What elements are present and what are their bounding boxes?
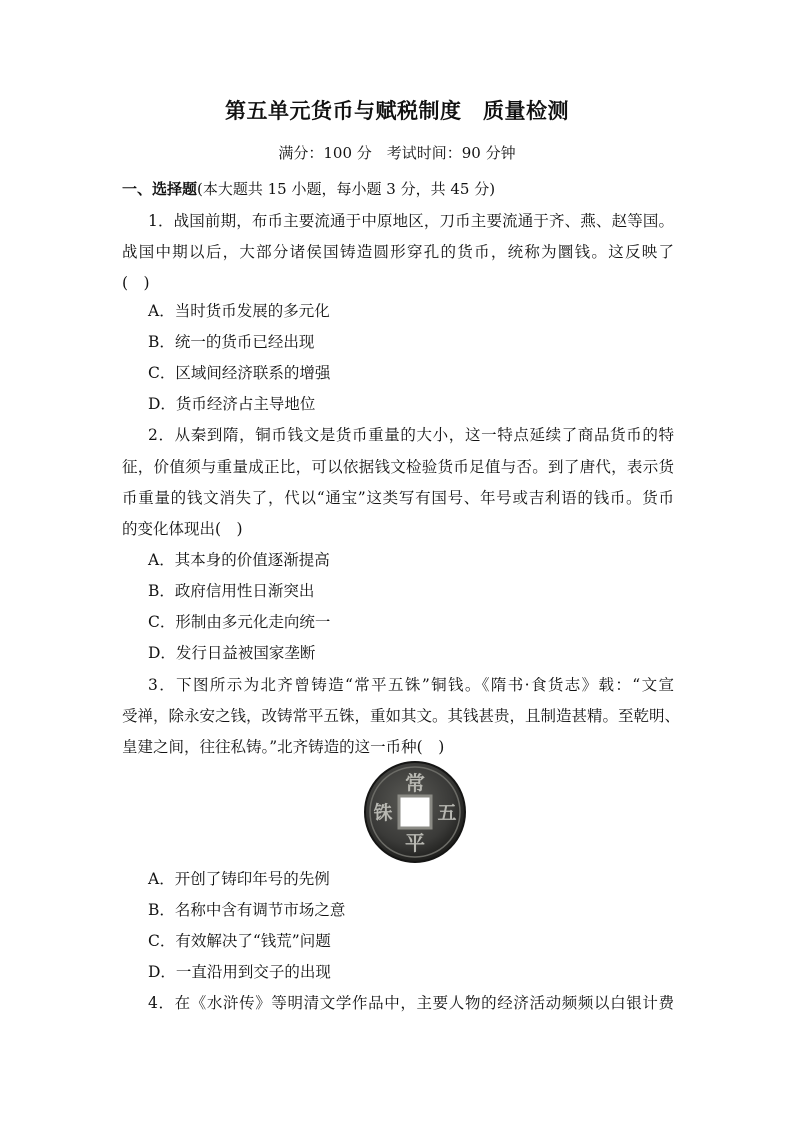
coin-glyph-top: 常 [405,771,425,795]
q3-stem-line: 皇建之间，往往私铸。”北齐铸造的这一币种( ) [122,738,445,756]
coin-glyph-right: 五 [437,802,457,824]
coin-square-hole [399,796,431,828]
q1-option-d: D．货币经济占主导地位 [148,395,316,413]
q1-answer-blank: ( ) [122,274,150,292]
q3-option-a: A．开创了铸印年号的先例 [148,870,330,888]
q3-stem-line: 3．下图所示为北齐曾铸造“常平五铢”铜钱。《隋书·食货志》载：“文宣 [148,676,674,694]
q2-option-b: B．政府信用性日渐突出 [148,582,315,600]
q2-stem-line: 2．从秦到隋，铜币钱文是货币重量的大小，这一特点延续了商品货币的特 [148,426,674,444]
q3-option-d: D．一直沿用到交子的出现 [148,963,331,981]
q2-stem-line: 的变化体现出( ) [122,520,243,538]
q3-option-b: B．名称中含有调节市场之意 [148,901,346,919]
q1-option-b: B．统一的货币已经出现 [148,333,315,351]
q3-option-c: C．有效解决了“钱荒”问题 [148,932,331,950]
q2-stem-line: 征，价值须与重量成正比，可以依据钱文检验货币足值与否。到了唐代，表示货 [122,458,674,476]
section-heading-prefix: 一、选择题 [122,180,198,198]
q2-stem-line: 币重量的钱文消失了，代以“通宝”这类写有国号、年号或吉利语的钱币。货币 [122,489,674,507]
q4-stem-line: 4．在《水浒传》等明清文学作品中，主要人物的经济活动频频以白银计费 [148,994,674,1012]
q1-option-a: A．当时货币发展的多元化 [148,302,330,320]
q2-option-a: A．其本身的价值逐渐提高 [148,551,330,569]
q1-stem-line: 战国中期以后，大部分诸侯国铸造圆形穿孔的货币，统称为圜钱。这反映了 [122,243,674,261]
section-heading [122,178,495,200]
q3-stem-line: 受禅，除永安之钱，改铸常平五铢，重如其文。其钱甚贵，且制造甚精。至乾明、 [122,707,681,725]
q2-option-d: D．发行日益被国家垄断 [148,644,316,662]
coin-svg [363,760,467,864]
coin-image [363,760,467,864]
section-heading-rest: (本大题共 15 小题，每小题 3 分，共 45 分) [197,180,496,198]
q1-option-c: C．区域间经济联系的增强 [148,364,331,382]
coin-glyph-bottom: 平 [405,831,425,855]
exam-info: 满分：100 分 考试时间：90 分钟 [278,144,516,162]
q2-option-c: C．形制由多元化走向统一 [148,613,331,631]
page-title: 第五单元货币与赋税制度 质量检测 [225,99,569,123]
q1-stem-line: 1．战国前期，布币主要流通于中原地区，刀币主要流通于齐、燕、赵等国。 [148,212,674,230]
coin-glyph-left: 铢 [373,802,393,824]
